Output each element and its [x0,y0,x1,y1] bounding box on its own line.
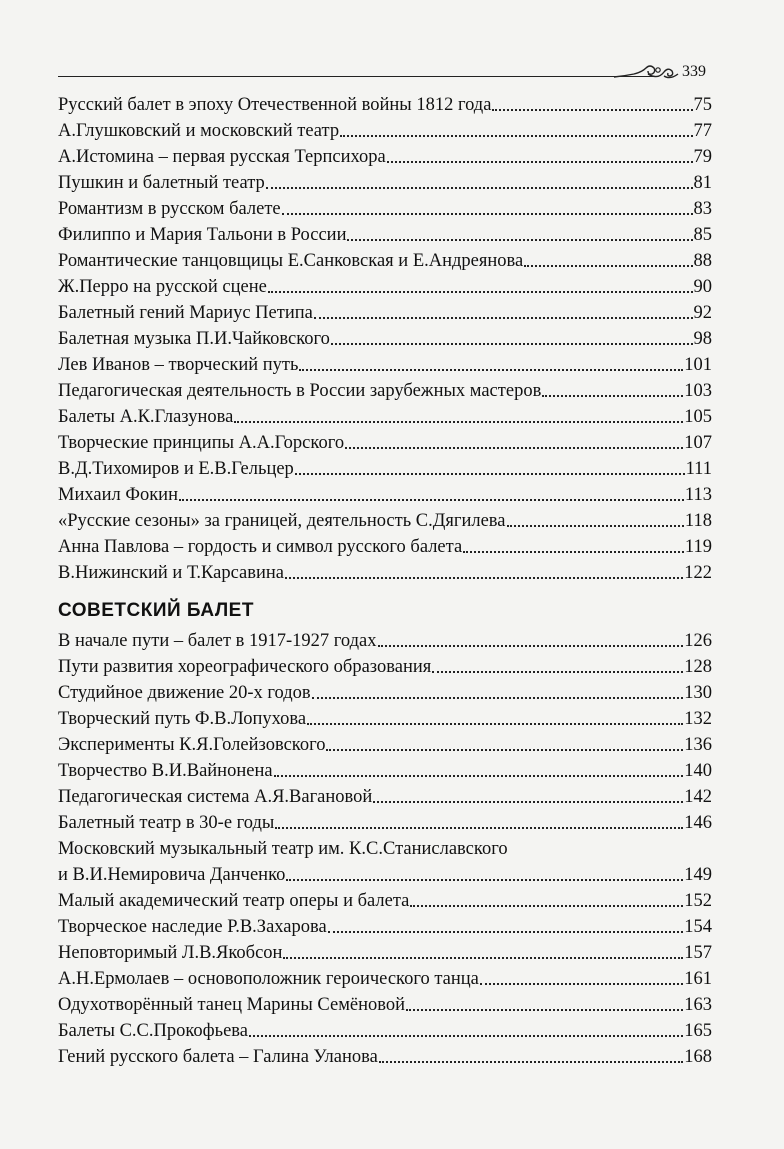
dot-leader [307,722,683,725]
toc-entry [58,170,712,196]
toc-entry-page: 163 [684,995,712,1015]
toc-entry [58,888,712,914]
dot-leader [347,238,692,241]
toc-entry-title: Пути развития хореографического образования [58,657,432,677]
toc-entry-page: 132 [684,709,712,729]
toc-entry-page: 79 [693,147,712,167]
dot-leader [282,212,693,215]
toc-entry [58,482,712,508]
toc-entry [58,758,712,784]
toc-entry-title: Балеты А.К.Глазунова [58,407,234,427]
dot-leader [406,1008,683,1011]
toc-entry [58,274,712,300]
toc-entry [58,940,712,966]
flourish-ornament-icon [612,62,682,84]
toc-entry [58,680,712,706]
toc-entry-title: «Русские сезоны» за границей, деятельность С.Дягилева [58,511,506,531]
dot-leader [492,108,692,111]
toc-entry-page: 142 [684,787,712,807]
toc-entry-title: Михаил Фокин [58,485,178,505]
toc-entry-page: 85 [693,225,712,245]
toc-entry [58,534,712,560]
toc-entry-page: 113 [684,485,712,505]
dot-leader [286,878,683,881]
toc-entry-title: Гений русского балета – Галина Уланова [58,1047,378,1067]
toc-entry-title: Студийное движение 20-х годов [58,683,311,703]
dot-leader [179,498,684,501]
dot-leader [542,394,683,397]
toc-entry [58,560,712,586]
dot-leader [387,160,693,163]
toc-entry-title: Эксперименты К.Я.Голейзовского [58,735,326,755]
toc-entry-page: 165 [684,1021,712,1041]
toc-entry [58,300,712,326]
toc-entry [58,456,712,482]
toc-entry [58,222,712,248]
dot-leader [378,644,684,647]
toc-entry [58,862,712,888]
toc-entry [58,326,712,352]
toc-entry-title: А.Истомина – первая русская Терпсихора [58,147,386,167]
toc-entry-page: 83 [693,199,712,219]
dot-leader [295,472,685,475]
toc-entry-page: 146 [684,813,712,833]
toc-entry-title: Педагогическая система А.Я.Вагановой [58,787,373,807]
toc-entry-page: 92 [693,303,712,323]
header-rule [58,76,658,77]
toc-entry-title: Творчество В.И.Вайнонена [58,761,273,781]
toc-entry [58,92,712,118]
dot-leader [326,748,683,751]
toc-entry-page: 105 [684,407,712,427]
toc-entry-title: Балетный театр в 30-е годы [58,813,275,833]
toc-entry [58,378,712,404]
toc-entry-title: В.Д.Тихомиров и Е.В.Гельцер [58,459,294,479]
toc-entry-page: 75 [693,95,712,115]
toc-entry [58,1018,712,1044]
page-number: 339 [682,63,706,80]
toc-entry [58,508,712,534]
toc-entry-title: Одухотворённый танец Марины Семёновой [58,995,406,1015]
toc-entry [58,706,712,732]
toc-entry-page: 119 [684,537,712,557]
dot-leader [249,1034,683,1037]
toc-entry-page: 101 [684,355,712,375]
toc-entry-page: 122 [684,563,712,583]
dot-leader [266,186,693,189]
toc-entry-page: 157 [684,943,712,963]
toc-entry-title: Неповторимый Л.В.Якобсон [58,943,283,963]
dot-leader [373,800,683,803]
toc-entry-title: В.Нижинский и Т.Карсавина [58,563,284,583]
toc-entry [58,144,712,170]
toc-entry-title: Филиппо и Мария Тальони в России [58,225,347,245]
dot-leader [480,982,683,985]
dot-leader [331,342,693,345]
dot-leader [340,134,692,137]
section-heading: СОВЕТСКИЙ БАЛЕТ [58,600,254,621]
toc-entry-title: Анна Павлова – гордость и символ русского балета [58,537,463,557]
dot-leader [507,524,684,527]
toc-entry-title: А.Глушковский и московский театр [58,121,340,141]
dot-leader [463,550,684,553]
toc-entry-title: Балеты С.С.Прокофьева [58,1021,249,1041]
toc-entry-page: 136 [684,735,712,755]
dot-leader [432,670,683,673]
toc-entry-title: Педагогическая деятельность в России зарубежных мастеров [58,381,542,401]
toc-entry-page: 130 [684,683,712,703]
toc-entry [58,966,712,992]
toc-entry-page: 128 [684,657,712,677]
toc-entry [58,628,712,654]
toc-entry-title: и В.И.Немировича Данченко [58,865,286,885]
toc-entry-title: Малый академический театр оперы и балета [58,891,410,911]
toc-entry-page: 168 [684,1047,712,1067]
toc-entry-title: Русский балет в эпоху Отечественной войны 1812 года [58,95,492,115]
table-of-contents [58,92,712,1070]
toc-entry-title: Романтические танцовщицы Е.Санковская и Е.Андреянова [58,251,524,271]
toc-entry-page: 77 [693,121,712,141]
toc-entry [58,732,712,758]
dot-leader [268,290,693,293]
dot-leader [410,904,683,907]
toc-entry-page: 126 [684,631,712,651]
toc-entry-title: Романтизм в русском балете [58,199,281,219]
toc-entry-page: 154 [684,917,712,937]
toc-entry-page: 88 [693,251,712,271]
toc-entry-title: А.Н.Ермолаев – основоположник героического танца [58,969,479,989]
toc-entry [58,352,712,378]
toc-entry-page: 81 [693,173,712,193]
dot-leader [345,446,683,449]
toc-entry-page: 161 [684,969,712,989]
toc-entry [58,810,712,836]
toc-entry-title: Лев Иванов – творческий путь [58,355,299,375]
toc-entry [58,196,712,222]
toc-entry-title: Творческие принципы А.А.Горского [58,433,345,453]
dot-leader [314,316,693,319]
dot-leader [283,956,683,959]
toc-entry-page: 107 [684,433,712,453]
toc-entry-page: 90 [693,277,712,297]
toc-entry [58,248,712,274]
toc-entry-page: 103 [684,381,712,401]
toc-entry-page: 118 [684,511,712,531]
dot-leader [285,576,683,579]
dot-leader [524,264,692,267]
toc-entry-title: В начале пути – балет в 1917-1927 годах [58,631,377,651]
toc-entry-page: 98 [693,329,712,349]
dot-leader [275,826,683,829]
toc-entry-page: 140 [684,761,712,781]
dot-leader [312,696,684,699]
toc-entry-wrapped-first-line: Московский музыкальный театр им. К.С.Станиславского [58,839,508,859]
dot-leader [274,774,684,777]
toc-entry-title: Пушкин и балетный театр [58,173,265,193]
dot-leader [299,368,683,371]
toc-entry [58,404,712,430]
toc-entry [58,784,712,810]
toc-entry-title: Ж.Перро на русской сцене [58,277,267,297]
toc-entry [58,654,712,680]
toc-entry-title: Творческий путь Ф.В.Лопухова [58,709,307,729]
toc-entry [58,1044,712,1070]
dot-leader [328,930,684,933]
dot-leader [234,420,683,423]
toc-entry [58,430,712,456]
toc-entry-title: Балетная музыка П.И.Чайковского [58,329,330,349]
toc-entry-page: 111 [685,459,712,479]
toc-entry [58,118,712,144]
toc-entry [58,992,712,1018]
toc-entry-page: 149 [684,865,712,885]
toc-entry-page: 152 [684,891,712,911]
toc-entry-title: Балетный гений Мариус Петипа [58,303,313,323]
toc-entry [58,914,712,940]
dot-leader [379,1060,683,1063]
toc-entry-title: Творческое наследие Р.В.Захарова [58,917,327,937]
